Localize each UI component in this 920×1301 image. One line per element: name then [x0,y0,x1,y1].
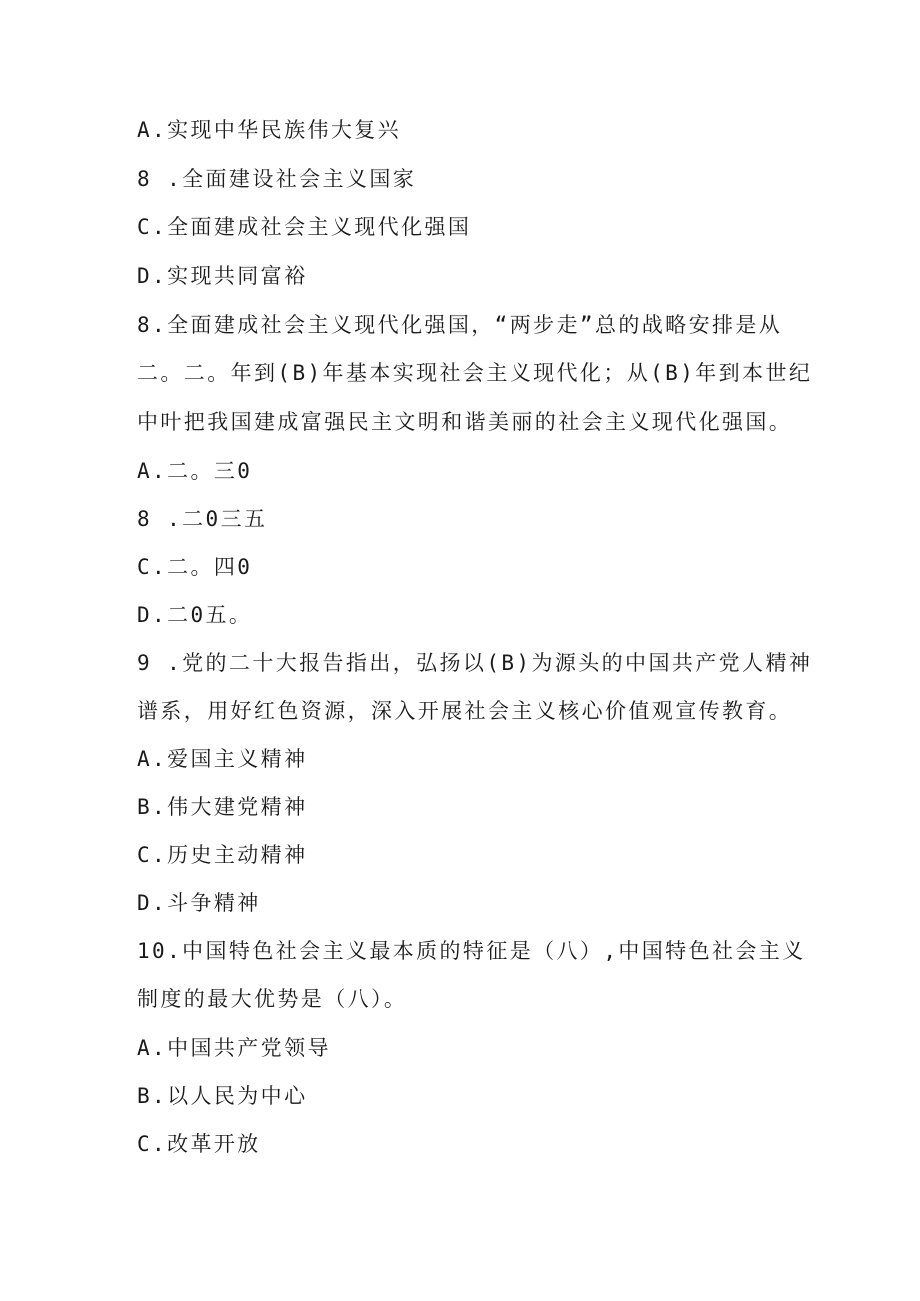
option-c-q7: C.全面建成社会主义现代化强国 [137,215,472,239]
question-9-line-2: 谱系，用好红色资源，深入开展社会主义核心价值观宣传教育。 [137,699,793,723]
question-10-line-1: 10.中国特色社会主义最本质的特征是（八）,中国特色社会主义 [137,939,806,963]
option-d-q9: D.斗争精神 [137,891,261,915]
option-b-q10: B.以人民为中心 [137,1084,308,1108]
option-d-q7: D.实现共同富裕 [137,264,308,288]
option-d-q8: D.二0五。 [137,603,253,627]
option-c-q10: C.改革开放 [137,1132,261,1156]
option-a-q8: A.二。三0 [137,459,253,483]
option-b-q8: 8 .二0三五 [137,507,268,531]
option-a-q10: A.中国共产党领导 [137,1036,331,1060]
option-b-q7: 8 .全面建设社会主义国家 [137,167,417,191]
option-c-q8: C.二。四0 [137,555,253,579]
question-10-line-2: 制度的最大优势是（八）。 [137,987,408,1011]
option-a-q9: A.爱国主义精神 [137,747,308,771]
option-c-q9: C.历史主动精神 [137,843,308,867]
question-8-line-1: 8.全面建成社会主义现代化强国，“两步走”总的战略安排是从 [137,313,783,337]
question-8-line-3: 中叶把我国建成富强民主文明和谐美丽的社会主义现代化强国。 [137,410,793,434]
option-b-q9: B.伟大建党精神 [137,795,308,819]
option-a-q7: A.实现中华民族伟大复兴 [137,118,402,142]
question-8-line-2: 二。二。年到(B)年基本实现社会主义现代化；从(B)年到本世纪 [137,361,813,385]
question-9-line-1: 9 .党的二十大报告指出，弘扬以(B)为源头的中国共产党人精神 [137,651,813,675]
